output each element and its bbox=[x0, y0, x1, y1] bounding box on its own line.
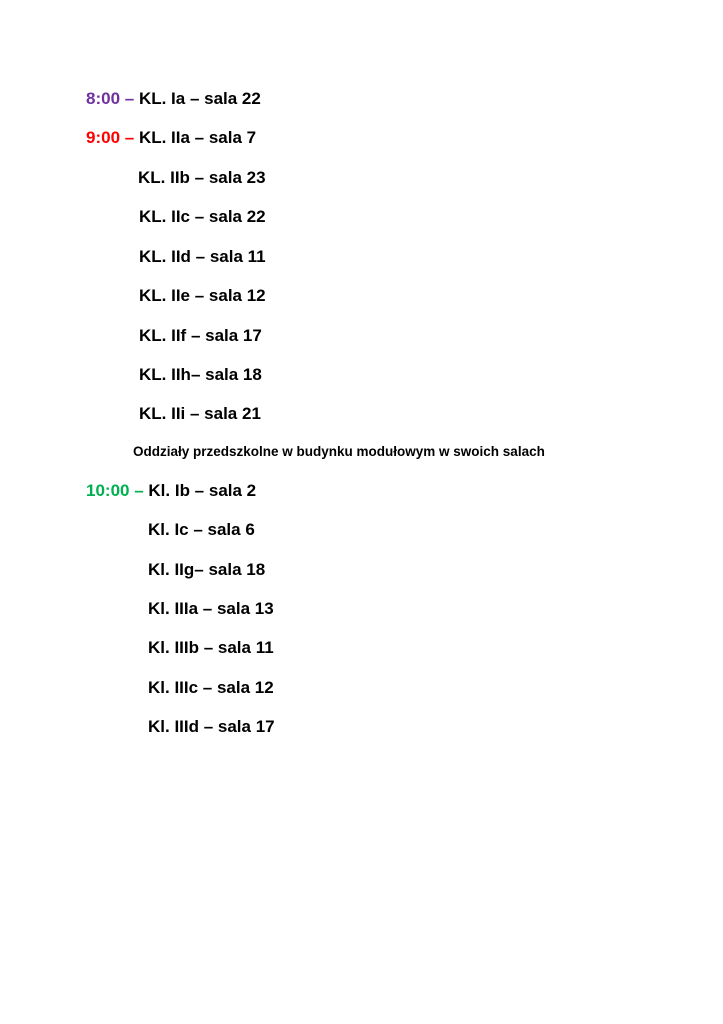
class-room-entry: KL. IIb – sala 23 bbox=[138, 168, 266, 187]
preschool-note: Oddziały przedszkolne w budynku modułowym w swoich salach bbox=[133, 444, 545, 459]
class-room-entry: KL. IIa – sala 7 bbox=[138, 128, 257, 147]
class-room-entry: Kl. IIIa – sala 13 bbox=[148, 599, 274, 618]
schedule-line-10-00 bbox=[86, 481, 256, 501]
time-label-8-00: 8:00 – bbox=[86, 89, 135, 108]
time-label-10-00: 10:00 – bbox=[86, 481, 144, 500]
class-room-entry: KL. IIh– sala 18 bbox=[139, 365, 262, 384]
class-room-entry: Kl. IIId – sala 17 bbox=[148, 717, 275, 736]
class-room-entry: Kl. Ic – sala 6 bbox=[148, 520, 255, 539]
class-room-entry: Kl. Ib – sala 2 bbox=[148, 481, 257, 500]
class-room-entry: KL. IIc – sala 22 bbox=[139, 207, 266, 226]
class-room-entry: KL. IIf – sala 17 bbox=[139, 326, 262, 345]
class-room-entry: KL. IIi – sala 21 bbox=[139, 404, 261, 423]
schedule-line-8-00 bbox=[86, 89, 261, 109]
class-room-entry: KL. Ia – sala 22 bbox=[138, 89, 261, 108]
class-room-entry: Kl. IIIb – sala 11 bbox=[148, 638, 274, 657]
class-room-entry: Kl. IIg– sala 18 bbox=[148, 560, 266, 579]
class-room-entry: KL. IIe – sala 12 bbox=[139, 286, 266, 305]
class-room-entry: Kl. IIIc – sala 12 bbox=[148, 678, 274, 697]
schedule-line-9-00 bbox=[86, 128, 256, 148]
time-label-9-00: 9:00 – bbox=[86, 128, 135, 147]
class-room-entry: KL. IId – sala 11 bbox=[139, 247, 266, 266]
